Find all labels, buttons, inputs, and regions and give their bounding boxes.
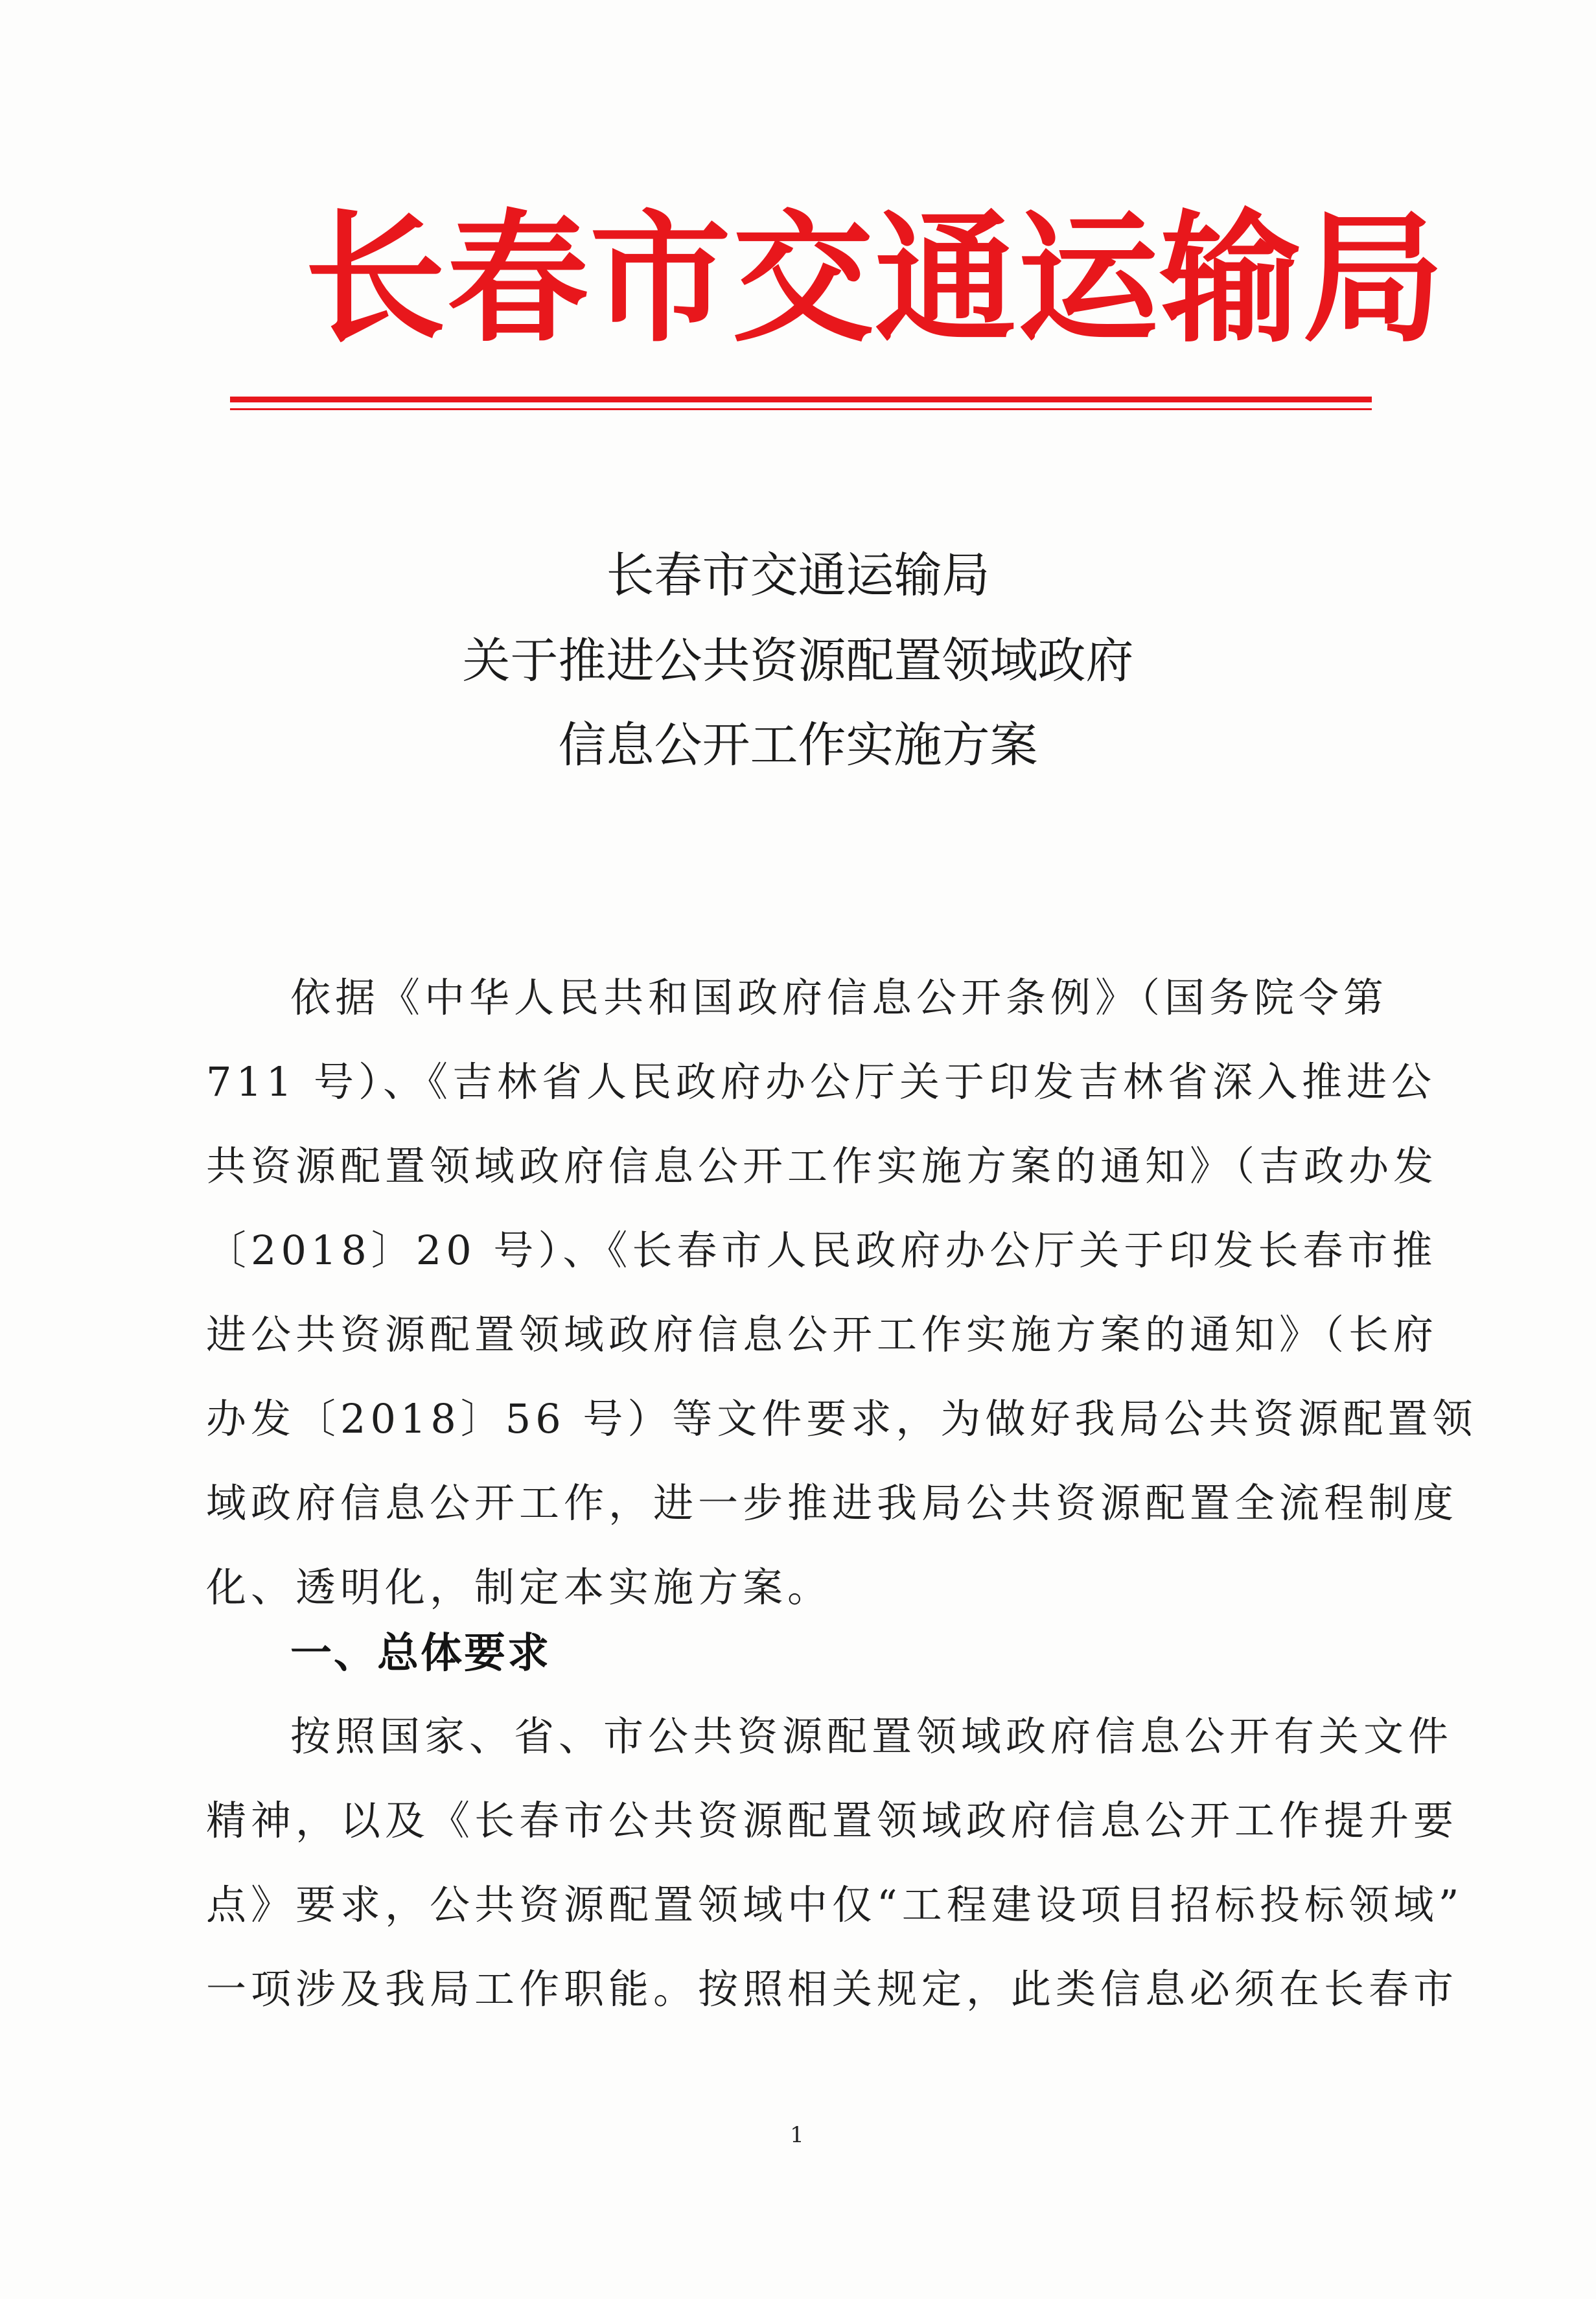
- intro-paragraph-line: 〔2018〕20 号）、《长春市人民政府办公厅关于印发长春市推: [206, 1227, 1437, 1274]
- section1-paragraph-line: 按照国家、省、市公共资源配置领域政府信息公开有关文件: [290, 1713, 1453, 1760]
- section-heading-general-requirements: 一、总体要求: [290, 1630, 551, 1678]
- document-title-line-3: 信息公开工作实施方案: [558, 717, 1038, 773]
- letterhead-red-rule-thick: [230, 397, 1372, 402]
- intro-paragraph-line: 共资源配置领域政府信息公开工作实施方案的通知》（吉政办发: [206, 1142, 1439, 1190]
- letterhead-red-rule-thin: [230, 408, 1372, 410]
- intro-paragraph-line: 域政府信息公开工作，进一步推进我局公共资源配置全流程制度: [206, 1479, 1459, 1527]
- intro-paragraph-line: 化、透明化，制定本实施方案。: [206, 1564, 833, 1611]
- section1-paragraph-line: 一项涉及我局工作职能。按照相关规定，此类信息必须在长春市: [206, 1965, 1459, 2013]
- intro-paragraph-line: 711 号）、《吉林省人民政府办公厅关于印发吉林省深入推进公: [206, 1058, 1437, 1105]
- letterhead-issuer: 长春市交通运输局: [305, 196, 1445, 362]
- page-number: 1: [790, 2122, 804, 2148]
- section1-paragraph-line: 精神，以及《长春市公共资源配置领域政府信息公开工作提升要: [206, 1797, 1459, 1844]
- document-title-line-2: 关于推进公共资源配置领域政府: [462, 633, 1134, 689]
- document-title-line-1: 长春市交通运输局: [606, 548, 990, 603]
- intro-paragraph-line: 办发〔2018〕56 号）等文件要求，为做好我局公共资源配置领: [206, 1395, 1477, 1442]
- section1-paragraph-line: 点》要求，公共资源配置领域中仅“工程建设项目招标投标领域”: [206, 1881, 1464, 1928]
- intro-paragraph-line: 进公共资源配置领域政府信息公开工作实施方案的通知》（长府: [206, 1311, 1439, 1358]
- intro-paragraph-line: 依据《中华人民共和国政府信息公开条例》（国务院令第: [290, 974, 1389, 1021]
